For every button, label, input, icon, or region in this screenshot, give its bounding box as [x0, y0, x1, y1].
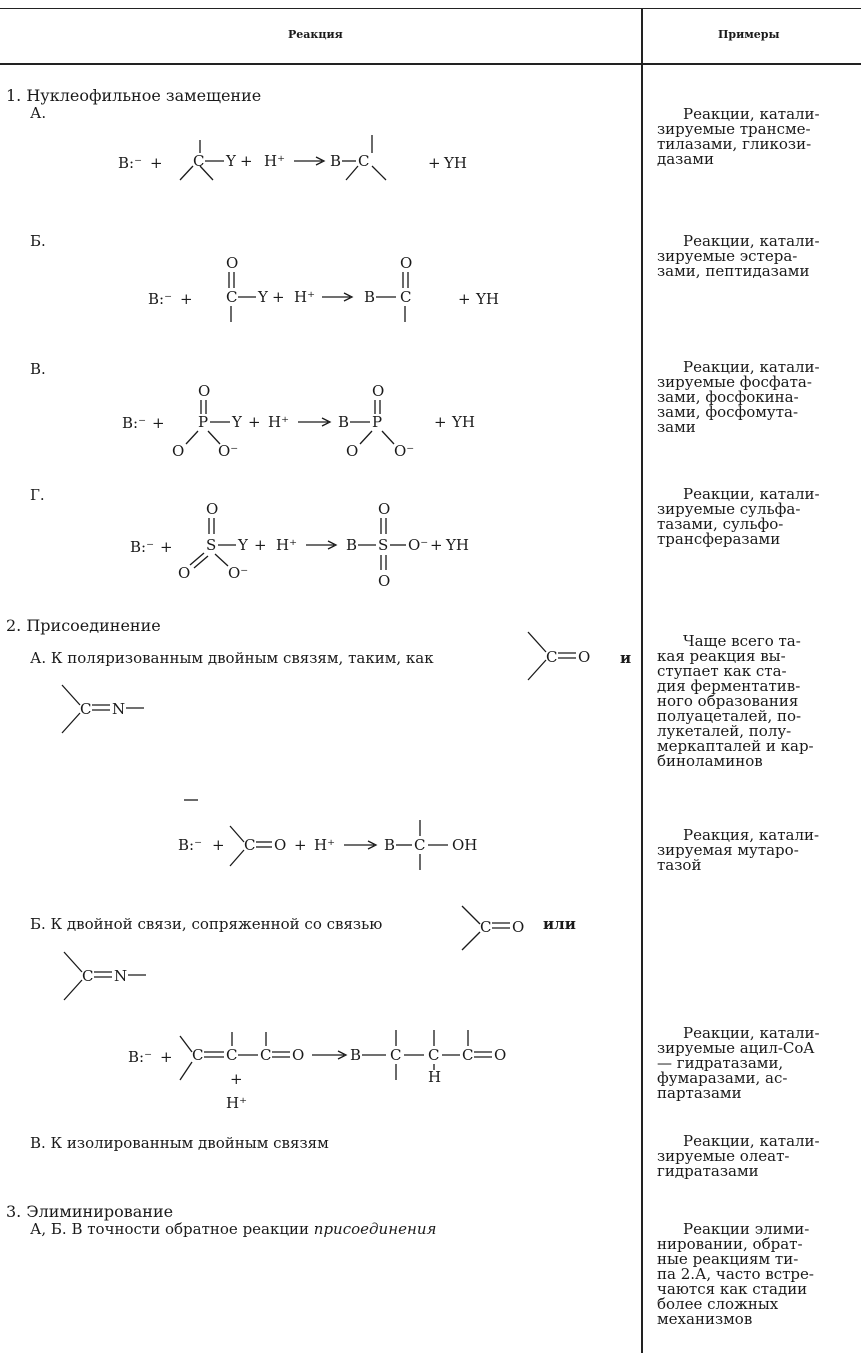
- examples-1g: Реакции, катали- зируемые сульфа- тазами, сульфо- трансферазами: [657, 485, 820, 548]
- formula-1v: [122, 382, 475, 460]
- svg-text:O⁻: O⁻: [218, 442, 239, 460]
- sub-2v-label: В. К изолированным двойным связям: [30, 1134, 329, 1152]
- svg-text:O: O: [578, 648, 591, 666]
- svg-text:Y: Y: [238, 536, 248, 554]
- svg-text:O: O: [346, 442, 359, 460]
- svg-text:H⁺: H⁺: [264, 152, 285, 170]
- svg-text:C: C: [414, 836, 426, 854]
- examples-1v: Реакции, катали- зируемые фосфата- зами, фосфокина- зами, фосфомута- зами: [657, 358, 820, 436]
- svg-text:N: N: [112, 700, 126, 718]
- svg-text:O: O: [274, 836, 287, 854]
- svg-text:+: +: [160, 538, 173, 556]
- svg-text:C: C: [193, 152, 205, 170]
- svg-text:O: O: [512, 918, 525, 936]
- svg-text:N: N: [114, 967, 128, 985]
- svg-text:B: B: [330, 152, 342, 170]
- svg-text:+: +: [294, 836, 307, 854]
- svg-text:H⁺: H⁺: [276, 536, 297, 554]
- svg-text:C: C: [260, 1046, 272, 1064]
- examples-1b: Реакции, катали- зируемые эстера- зами, пептидазами: [657, 232, 820, 280]
- svg-text:+: +: [180, 290, 193, 308]
- sub-2a-conj: и: [620, 649, 632, 667]
- svg-text:C: C: [480, 918, 492, 936]
- svg-text:C: C: [226, 1046, 238, 1064]
- svg-text:+: +: [458, 290, 471, 308]
- column-divider: [641, 8, 643, 1353]
- svg-text:C: C: [358, 152, 370, 170]
- svg-text:B: B: [384, 836, 396, 854]
- svg-text:H⁺: H⁺: [226, 1094, 247, 1112]
- examples-2a: Чаще всего та- кая реакция вы- ступает как ста- дия ферментатив- ного образования полуацеталей, по- лукеталей, полу- меркапталей и кар- биноламинов: [657, 632, 814, 770]
- svg-text:O: O: [372, 382, 385, 400]
- svg-text:O: O: [226, 254, 239, 272]
- svg-text:B: B: [350, 1046, 362, 1064]
- svg-text:B: B: [338, 413, 350, 431]
- svg-text:+: +: [230, 1070, 243, 1088]
- svg-text:H: H: [428, 1068, 442, 1086]
- svg-text:C: C: [390, 1046, 402, 1064]
- svg-text:+: +: [430, 536, 443, 554]
- svg-text:C: C: [428, 1046, 440, 1064]
- sub-1g-label: Г.: [30, 486, 45, 504]
- sub-2a-label: А. К поляризованным двойным связям, таким, как: [30, 649, 434, 667]
- section-1-title: 1. Нуклеофильное замещение: [6, 86, 262, 105]
- svg-text:O⁻: O⁻: [408, 536, 429, 554]
- inline-imine-2a: [62, 685, 144, 733]
- svg-text:O⁻: O⁻: [228, 564, 249, 582]
- header-reaction: Реакция: [288, 28, 343, 41]
- section-2-title: 2. Присоединение: [6, 616, 161, 635]
- svg-text:C: C: [226, 288, 238, 306]
- svg-text:+: +: [240, 152, 253, 170]
- inline-carbonyl-2b: [462, 906, 524, 950]
- svg-text:Y: Y: [232, 413, 242, 431]
- svg-text:YH: YH: [476, 290, 499, 308]
- header-examples: Примеры: [718, 28, 780, 41]
- formula-1a: [118, 135, 467, 180]
- svg-text:+: +: [212, 836, 225, 854]
- examples-2b: Реакции, катали- зируемые ацил-CoA — гидратазами, фумаразами, ас- партазами: [657, 1024, 820, 1102]
- svg-text:+: +: [248, 413, 261, 431]
- svg-text:Y: Y: [258, 288, 268, 306]
- sub-3-label-emphasis: присоединения: [313, 1220, 437, 1238]
- formula-2a: [178, 820, 477, 870]
- svg-text:B:⁻: B:⁻: [178, 836, 202, 854]
- formula-1g: [130, 500, 469, 590]
- svg-text:O: O: [400, 254, 413, 272]
- svg-text:B:⁻: B:⁻: [122, 414, 146, 432]
- examples-3: Реакции элими- нировании, обрат- ные реакциям ти- па 2.А, часто встре- чаются как стадии более сложных механизмов: [657, 1220, 814, 1328]
- section-3-title: 3. Элиминирование: [6, 1202, 174, 1221]
- formula-2b: [128, 1030, 506, 1112]
- svg-text:C: C: [462, 1046, 474, 1064]
- svg-text:+: +: [150, 154, 163, 172]
- svg-text:P: P: [372, 413, 383, 431]
- svg-text:O: O: [198, 382, 211, 400]
- svg-text:C: C: [192, 1046, 204, 1064]
- svg-text:H⁺: H⁺: [294, 288, 315, 306]
- svg-text:S: S: [378, 536, 389, 554]
- svg-text:P: P: [198, 413, 209, 431]
- svg-text:Y: Y: [226, 152, 236, 170]
- examples-2v: Реакции, катали- зируемые олеат- гидратазами: [657, 1132, 820, 1180]
- svg-text:B:⁻: B:⁻: [128, 1048, 152, 1066]
- svg-text:O: O: [206, 500, 219, 518]
- svg-text:YH: YH: [452, 413, 475, 431]
- svg-text:H⁺: H⁺: [314, 836, 335, 854]
- svg-text:B: B: [364, 288, 376, 306]
- svg-text:O⁻: O⁻: [394, 442, 415, 460]
- svg-text:C: C: [80, 700, 92, 718]
- inline-imine-2b: [64, 952, 146, 1000]
- svg-text:+: +: [434, 413, 447, 431]
- sub-3-label-text: А, Б. В точности обратное реакции: [30, 1220, 310, 1238]
- inline-carbonyl-2a: [528, 632, 590, 680]
- svg-text:OH: OH: [452, 836, 478, 854]
- sub-2b-conj: или: [543, 915, 576, 933]
- examples-1a: Реакции, катали- зируемые трансме- тилазами, гликози- дазами: [657, 105, 820, 168]
- svg-text:C: C: [244, 836, 256, 854]
- svg-text:O: O: [378, 500, 391, 518]
- svg-text:B:⁻: B:⁻: [130, 538, 154, 556]
- formula-1b: [148, 254, 499, 322]
- svg-text:+: +: [160, 1048, 173, 1066]
- svg-text:C: C: [400, 288, 412, 306]
- svg-text:O: O: [292, 1046, 305, 1064]
- svg-text:C: C: [82, 967, 94, 985]
- svg-text:O: O: [378, 572, 391, 590]
- sub-1b-label: Б.: [30, 232, 46, 250]
- svg-text:S: S: [206, 536, 217, 554]
- svg-text:B: B: [346, 536, 358, 554]
- svg-text:H⁺: H⁺: [268, 413, 289, 431]
- examples-2a-second: Реакция, катали- зируемая мутаро- тазой: [657, 826, 820, 874]
- svg-text:+: +: [428, 154, 441, 172]
- svg-text:+: +: [272, 288, 285, 306]
- svg-text:+: +: [254, 536, 267, 554]
- svg-text:B:⁻: B:⁻: [148, 290, 172, 308]
- svg-text:O: O: [178, 564, 191, 582]
- svg-text:+: +: [152, 414, 165, 432]
- svg-text:O: O: [494, 1046, 507, 1064]
- sub-1v-label: В.: [30, 360, 46, 378]
- svg-text:B:⁻: B:⁻: [118, 154, 142, 172]
- svg-text:C: C: [546, 648, 558, 666]
- svg-text:YH: YH: [444, 154, 467, 172]
- svg-text:YH: YH: [446, 536, 469, 554]
- svg-text:O: O: [172, 442, 185, 460]
- sub-1a-label: А.: [30, 104, 47, 122]
- sub-2b-label: Б. К двойной связи, сопряженной со связью: [30, 915, 383, 933]
